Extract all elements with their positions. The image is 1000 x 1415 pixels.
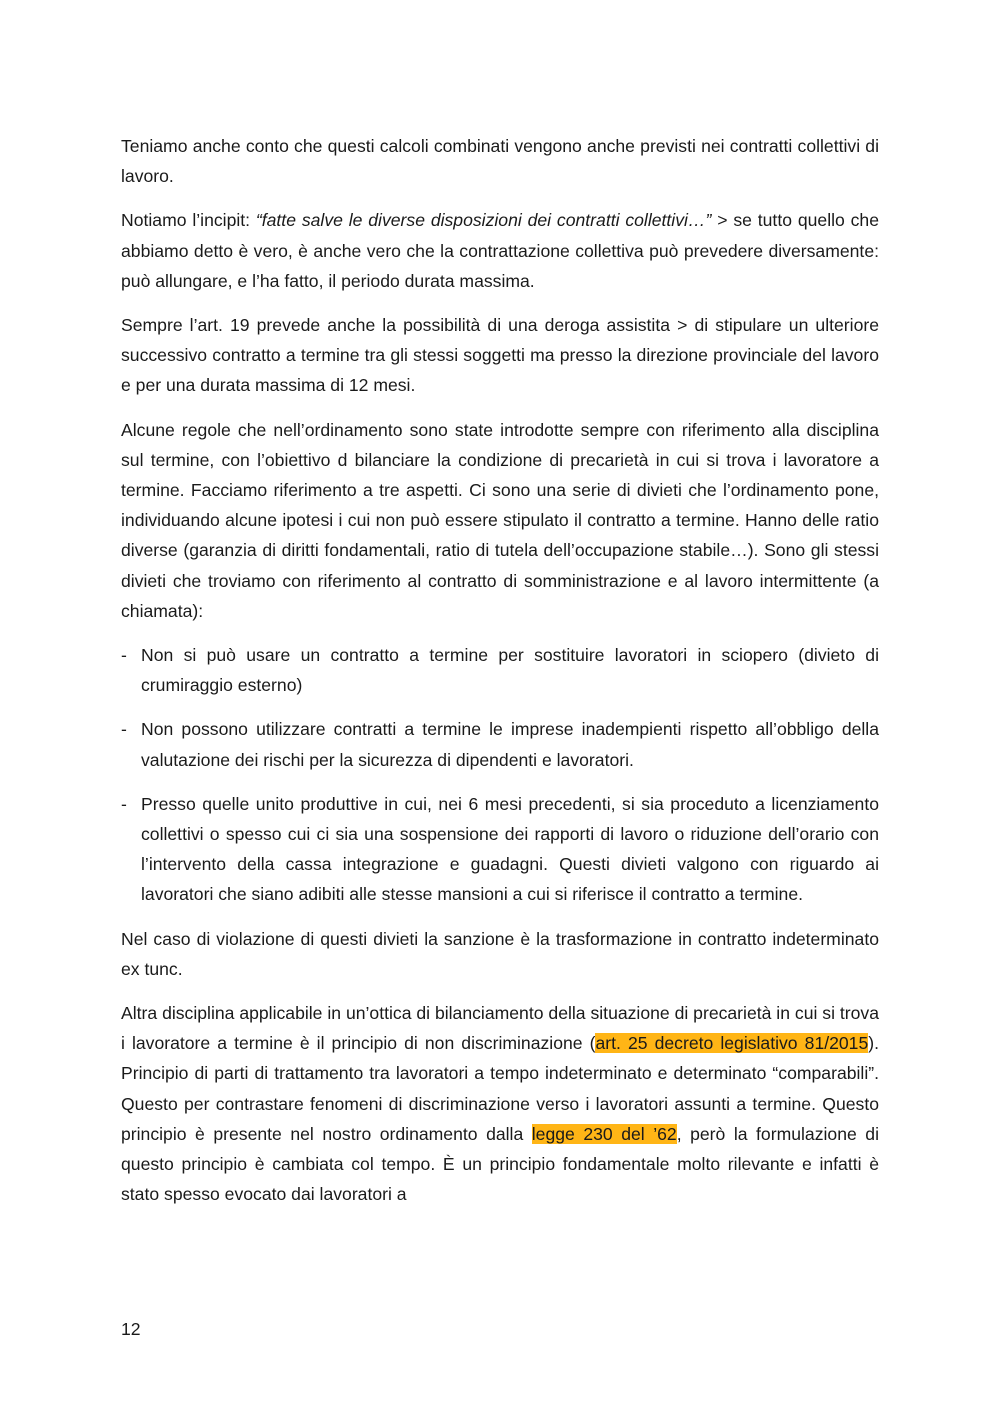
paragraph-5: Nel caso di violazione di questi divieti la sanzione è la trasformazione in contratto indeterminato ex tunc. [121, 928, 879, 979]
dash-bullet: - [121, 645, 127, 666]
list-item-text: Non si può usare un contratto a termine per sostituire lavoratori in sciopero (divieto di crumiraggio esterno) [141, 645, 879, 696]
paragraph-1: Teniamo anche conto che questi calcoli combinati vengono anche previsti nei contratti collettivi di lavoro. [121, 136, 879, 187]
paragraph-2-intro: Notiamo l’incipit: [121, 210, 256, 231]
paragraph-2 [121, 205, 879, 296]
paragraph-2-rest: > se tutto quello che abbiamo detto è vero, è anche vero che la contrattazione collettiva può prevedere diversamente: può allungare, e l’ha fatto, il periodo durata massima. [121, 210, 879, 291]
highlight-art-25: art. 25 decreto legislativo 81/2015 [595, 1033, 869, 1054]
document-body [121, 131, 879, 1224]
highlight-legge-230: legge 230 del ’62 [531, 1123, 677, 1144]
dash-bullet: - [121, 793, 127, 814]
list-item [121, 714, 879, 774]
paragraph-3: Sempre l’art. 19 prevede anche la possibilità di una deroga assistita > di stipulare un ulteriore successivo contratto a termine tra gli stessi soggetti ma presso la direzione provinciale del lavoro e per una durata massima di 12 mesi. [121, 315, 879, 396]
page-number: 12 [121, 1319, 141, 1339]
dash-bullet: - [121, 719, 127, 740]
prohibitions-list [121, 640, 879, 910]
list-item-text: Non possono utilizzare contratti a termine le imprese inadempienti rispetto all’obbligo della valutazione dei rischi per la sicurezza di dipendenti e lavoratori. [141, 719, 879, 770]
paragraph-6-intro: Altra disciplina applicabile in un’ottica di bilanciamento della situazione di precarietà in cui si trova i lavoratore a termine è il principio di non discriminazione ( [121, 1003, 879, 1054]
paragraph-6-end: , però la formulazione di questo principio è cambiata col tempo. È un principio fondamentale molto rilevante e infatti è stato spesso evocato dai lavoratori a [121, 1123, 879, 1205]
list-item [121, 789, 879, 910]
paragraph-2-quote: “fatte salve le diverse disposizioni dei contratti collettivi…” [255, 210, 712, 231]
paragraph-6 [121, 998, 879, 1209]
list-item [121, 640, 879, 700]
paragraph-6-middle: ). Principio di parti di trattamento tra lavoratori a tempo indeterminato e determinato “comparabili”. Questo per contrastare fenomeni di discriminazione verso i lavoratori assunti a termine. Questo principio è presente nel nostro ordinamento dalla [121, 1033, 879, 1144]
paragraph-4: Alcune regole che nell’ordinamento sono state introdotte sempre con riferimento alla disciplina sul termine, con l’obiettivo d bilanciare la condizione di precarietà in cui si trova i lavoratore a termine. Facciamo riferimento a tre aspetti. Ci sono una serie di divieti che l’ordinamento pone, individuando alcune ipotesi i cui non può essere stipulato il contratto a termine. Hanno delle ratio diverse (garanzia di diritti fondamentali, ratio di tutela dell’occupazione stabile…). Sono gli stessi divieti che troviamo con riferimento al contratto di somministrazione e al lavoro intermittente (a chiamata): [121, 419, 879, 621]
list-item-text: Presso quelle unito produttive in cui, nei 6 mesi precedenti, si sia proceduto a licenziamento collettivi o spesso cui ci sia una sospensione dei rapporti di lavoro o riduzione dell’orario con l’intervento della cassa integrazione e guadagni. Questi divieti valgono con riguardo ai lavoratori che siano adibiti alle stesse mansioni a cui si riferisce il contratto a termine. [141, 793, 879, 905]
